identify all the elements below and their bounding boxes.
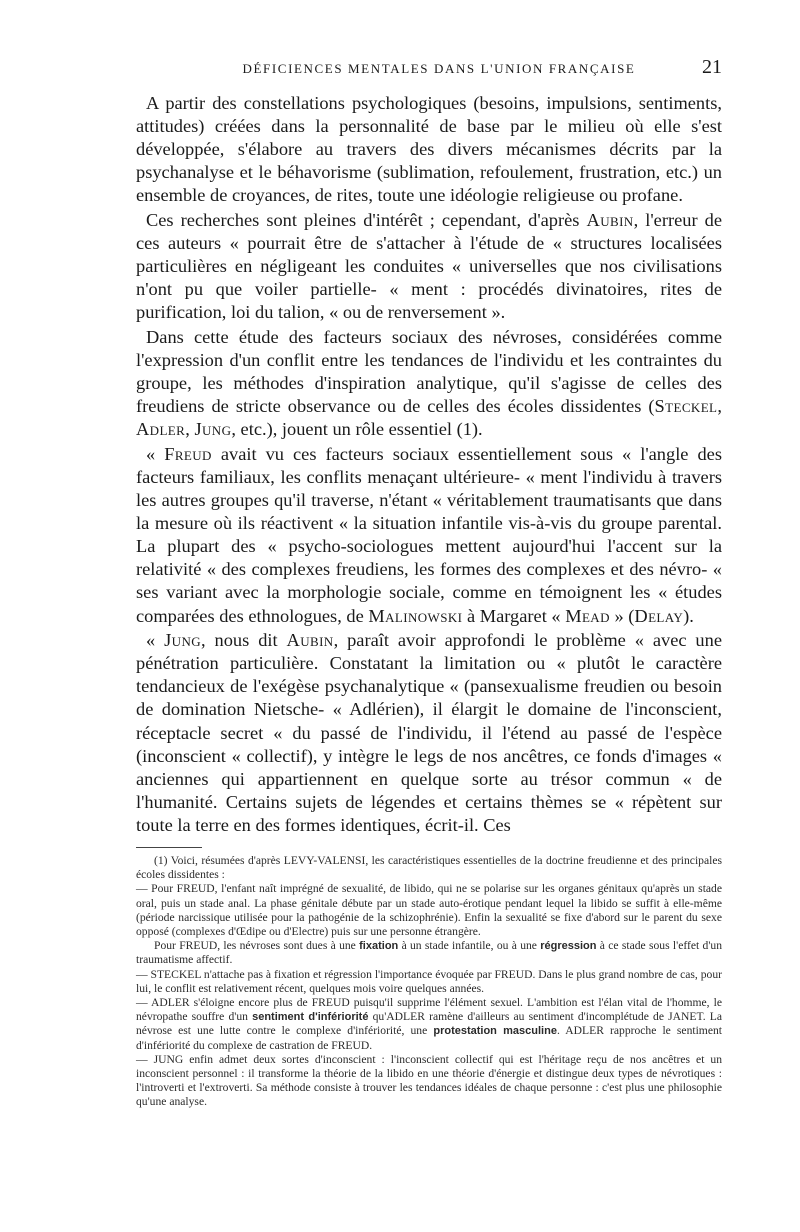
paragraph-1 [136, 92, 722, 207]
paragraph-2-text-a: Ces recherches sont pleines d'intérêt ; cependant, d'après [146, 209, 587, 230]
paragraph-3-sep-2: , [185, 419, 195, 440]
page-header [136, 56, 722, 86]
term-fixation: fixation [359, 940, 399, 953]
term-regression: régression [540, 940, 597, 953]
author-mead: Mead [565, 605, 610, 626]
paragraph-5-text-b: , nous dit [201, 630, 287, 651]
author-aubin: Aubin [586, 209, 634, 230]
paragraph-5 [136, 629, 722, 837]
author-jung: Jung [194, 419, 232, 440]
paragraph-4-text-b: avait vu ces facteurs sociaux essentiellement sous « l'angle des facteurs familiaux, les conflits menaçant ultérieure- « ment l'individu à travers les autres groupes qu'il traverse, n'étant « véritablement traumatisants que dans la mesure où ils réactivent « la situation infantile vis-à-vis du groupe parental. La plupart des « psycho-sociologues mettent aujourd'hui l'accent sur la relativité « des complexes freudiens, les formes des complexes et des névro- « ses variant avec la morphologie sociale, comme en témoignent les « études comparées des ethnologues, de [136, 443, 723, 626]
paragraph-4-text-e: ). [683, 605, 694, 626]
paragraph-3-text-a: Dans cette étude des facteurs sociaux des névroses, considérées comme l'expression d'un conflit entre les tendances de l'individu et les contraintes du groupe, les méthodes d'inspiration analytique, qu'il s'agisse de celles des freudiens de stricte observance ou de celles des écoles dissidentes ( [136, 326, 722, 417]
running-title: DÉFICIENCES MENTALES DANS L'UNION FRANÇAISE [242, 61, 636, 76]
paragraph-4-text-a: « [146, 443, 165, 464]
footnote-jung: — JUNG enfin admet deux sortes d'inconscient : l'inconscient collectif qui est l'héritage reçu de nos ancêtres et un inconscient personnel : il transforme la théorie de la libido en une théorie d'énergie et distingue deux types de névrotiques : l'introverti et l'extroverti. Sa méthode consiste à trouver les tendances idéales de chaque personne : c'est plus une philosophie qu'une analyse. [136, 1052, 722, 1109]
paragraph-3-sep-1: , [717, 396, 722, 417]
footnote-adler-a: — ADLER s'éloigne encore plus de FREUD puisqu'il supprime l'élément sexuel. L'ambition est l'élan vital de l'homme, le névropathe souffre d'un [136, 996, 722, 1024]
author-malinowski: Malinowski [368, 605, 463, 626]
footnote-1: (1) Voici, résumées d'après LEVY-VALENSI, les caractéristiques essentielles de la doctrine freudienne et des principales écoles dissidentes : [136, 854, 722, 882]
footnote-freud-neuroses-a: Pour FREUD, les névroses sont dues à une [154, 939, 360, 953]
term-sentiment-inferiorite: sentiment d'infériorité [252, 1011, 369, 1024]
page [136, 56, 722, 1110]
author-freud: Freud [164, 443, 212, 464]
page-number: 21 [702, 56, 722, 78]
paragraph-2 [136, 209, 722, 324]
author-adler: Adler [136, 419, 186, 440]
footnote-adler [136, 996, 722, 1053]
paragraph-3-text-b: , etc.), jouent un rôle essentiel (1). [231, 419, 483, 440]
footnote-steckel: — STECKEL n'attache pas à fixation et régression l'importance évoquée par FREUD. Dans le plus grand nombre de cas, pour lui, le conflit est relativement récent, quelques mois voire quelques années. [136, 967, 722, 995]
body-text [136, 92, 722, 837]
footnote-freud-neuroses-c: à ce stade sous l'effet d'un traumatisme affectif. [136, 939, 722, 967]
author-delay: Delay [634, 605, 684, 626]
footnote-adler-b: qu'ADLER ramène d'ailleurs au sentiment d'incomplétude de JANET. La névrose est une lutte contre le complexe d'infériorité, une [136, 1010, 722, 1038]
footnote-freud-neuroses [136, 939, 722, 967]
paragraph-3 [136, 326, 722, 441]
footnote-freud: — Pour FREUD, l'enfant naît imprégné de sexualité, de libido, qui ne se polarise sur les organes génitaux qu'après un stade oral, puis un stade anal. La phase génitale débute par un stade auto-érotique pendant lequel la libido se suffit à elle-même (période narcissique utilisée pour la pathogénie de la schizophrénie). Enfin la sexualité se fixe d'abord sur le parent du sexe opposé (complexes d'Œdipe ou d'Electre) puis sur une personne étrangère. [136, 882, 722, 939]
footnote-adler-c: . ADLER rapproche le sentiment d'infériorité du complexe de castration de FREUD. [136, 1024, 722, 1052]
paragraph-4-text-c: à Margaret « [462, 605, 566, 626]
footnote-divider [136, 847, 202, 848]
paragraph-2-text-b: , l'erreur de ces auteurs « pourrait être de s'attacher à l'étude de « structures localisées particulières en négligeant les conduites « universelles que nos civilisations n'ont pu que voiler partielle- « ment : procédés divinatoires, rites de purification, loi du talion, « ou de renversement ». [136, 209, 722, 323]
paragraph-5-text-a: « [146, 630, 165, 651]
paragraph-1-text: A partir des constellations psychologiques (besoins, impulsions, sentiments, attitudes) créées dans la personnalité de base par le milieu où elle s'est développée, s'élabore au travers des divers mécanismes décrits par la psychanalyse et le béhavorisme (sublimation, refoulement, frustration, etc.) un ensemble de croyances, de rites, toute une idéologie religieuse ou profane. [136, 93, 722, 206]
author-aubin-2: Aubin [286, 630, 334, 651]
footnotes [136, 854, 722, 1110]
paragraph-4-text-d: » ( [609, 605, 635, 626]
paragraph-4 [136, 443, 722, 628]
footnote-freud-neuroses-b: à un stade infantile, ou à une [398, 939, 541, 953]
paragraph-5-text-c: , paraît avoir approfondi le problème « avec une pénétration particulière. Constatant la limitation ou « plutôt le caractère tendancieux de l'exégèse psychanalytique « (pansexualisme freudien ou besoin de domination Nietsche- « Adlérien), il élargit le domaine de l'inconscient, réceptacle secret « du passé de l'individu, il l'étend au passé de l'espèce (inconscient « collectif), y intègre le legs de nos ancêtres, ce fonds d'images « anciennes qui appartiennent en quelque sorte au trésor commun « de l'humanité. Certains sujets de légendes et certains thèmes se « répètent sur toute la terre en des formes identiques, écrit-il. Ces [136, 630, 722, 835]
author-steckel: Steckel [654, 396, 718, 417]
author-jung-2: Jung [164, 630, 202, 651]
term-protestation-masculine: protestation masculine [433, 1025, 557, 1038]
